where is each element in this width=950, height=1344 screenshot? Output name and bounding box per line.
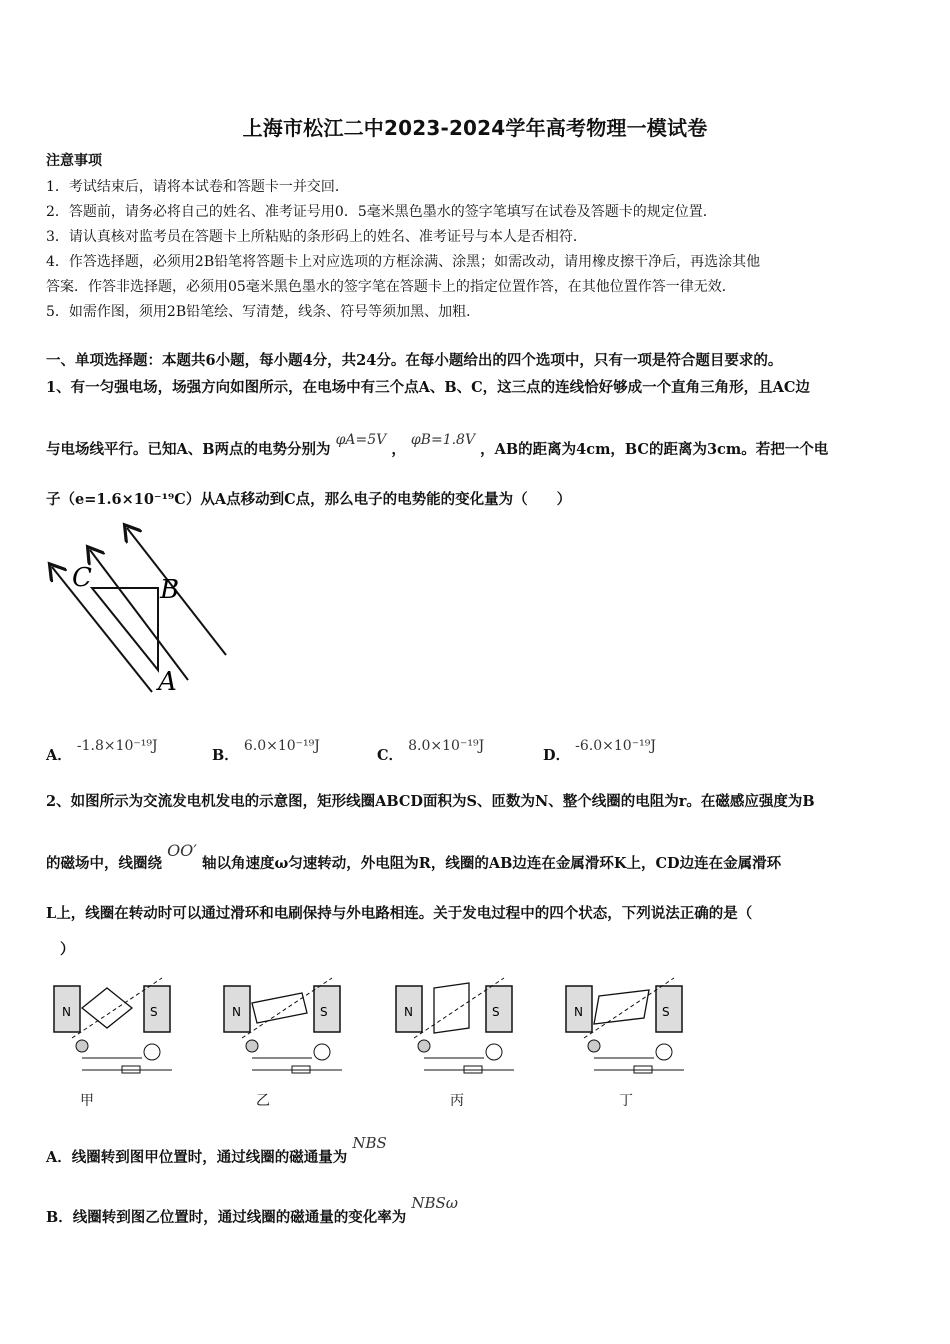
- field-line: [90, 550, 188, 680]
- q2-stem-line2b: 轴以角速度ω匀速转动，外电阻为R，线圈的AB边连在金属滑环K上，CD边连在金属滑环: [202, 855, 782, 872]
- q2-stem-line1: 2、如图所示为交流发电机发电的示意图，矩形线圈ABCD面积为S、匝数为N、整个线圈的电阻为r。在磁感应强度为B: [46, 793, 815, 810]
- option-a[interactable]: [46, 738, 158, 765]
- svg-text:S: S: [320, 1005, 328, 1019]
- generator-figures: [46, 968, 866, 1088]
- svg-text:N: N: [62, 1005, 71, 1019]
- option-letter: B．: [212, 747, 239, 764]
- note-item: 4．作答选择题，必须用2B铅笔将答题卡上对应选项的方框涂满、涂黑；如需改动，请用橡皮擦干净后，再选涂其他: [46, 254, 761, 270]
- option-text: A．线圈转到图甲位置时，通过线圈的磁通量为: [46, 1149, 348, 1166]
- generator-figure-2: [224, 978, 342, 1073]
- electric-field-figure: [40, 522, 240, 702]
- field-line: [52, 567, 152, 692]
- point-c-label: C: [72, 563, 92, 593]
- svg-text:S: S: [150, 1005, 158, 1019]
- point-b-label: B: [160, 575, 180, 605]
- option-value: -1.8×10⁻¹⁹J: [76, 738, 158, 754]
- q1-stem-line3: 子（e=1.6×10⁻¹⁹C）从A点移动到C点，那么电子的电势能的变化量为（ ）: [46, 491, 572, 508]
- q2-stem-line3: L上，线圈在转动时可以通过滑环和电刷保持与外电路相连。关于发电过程中的四个状态，下列说法正确的是（: [46, 905, 753, 922]
- generator-figure-1: [54, 978, 172, 1073]
- option-formula: NBS: [352, 1134, 387, 1152]
- option-letter: A．: [46, 747, 72, 764]
- q1-stem-line2b: ，AB的距离为4cm，BC的距离为3cm。若把一个电: [480, 441, 829, 458]
- note-item: 1．考试结束后，请将本试卷和答题卡一并交回．: [46, 179, 349, 195]
- option-formula: NBSω: [411, 1194, 458, 1212]
- page-title: 上海市松江二中2023-2024学年高考物理一模试卷: [242, 116, 708, 140]
- generator-figure-3: [396, 978, 514, 1073]
- option-value: -6.0×10⁻¹⁹J: [575, 738, 656, 754]
- axis-formula: OO′: [167, 841, 197, 860]
- option-value: 8.0×10⁻¹⁹J: [408, 738, 485, 754]
- notes-heading: 注意事项: [46, 153, 102, 169]
- generator-figure-4: [566, 978, 684, 1073]
- q2-stem-line4: ）: [60, 941, 75, 958]
- option-letter: C．: [377, 747, 404, 764]
- figure-label: 丙: [450, 1093, 464, 1109]
- option-c[interactable]: [377, 738, 485, 765]
- figure-label: 丁: [619, 1093, 633, 1109]
- phi-a-formula: φA=5V: [335, 432, 387, 448]
- phi-b-formula: φB=1.8V: [410, 432, 476, 448]
- figure-label: 甲: [80, 1093, 94, 1109]
- section-heading: 一、单项选择题：本题共6小题，每小题4分，共24分。在每小题给出的四个选项中，只有一项是符合题目要求的。: [46, 352, 783, 369]
- note-item: 2．答题前，请务必将自己的姓名、准考证号用0．5毫米黑色墨水的签字笔填写在试卷及答题卡的规定位置．: [46, 204, 717, 220]
- svg-text:S: S: [662, 1005, 670, 1019]
- svg-text:N: N: [574, 1005, 583, 1019]
- q1-sep: ，: [391, 441, 406, 458]
- option-b[interactable]: [212, 738, 320, 765]
- svg-text:N: N: [232, 1005, 241, 1019]
- q2-stem-line2: [46, 841, 782, 873]
- option-b[interactable]: [46, 1194, 458, 1227]
- point-a-label: A: [158, 667, 177, 697]
- q1-stem-line2: [46, 432, 829, 459]
- note-item: 3．请认真核对监考员在答题卡上所粘贴的条形码上的姓名、准考证号与本人是否相符．: [46, 229, 587, 245]
- q2-stem-line2a: 的磁场中，线圈绕: [46, 855, 162, 872]
- svg-text:S: S: [492, 1005, 500, 1019]
- q1-stem-line2a: 与电场线平行。已知A、B两点的电势分别为: [46, 441, 331, 458]
- option-value: 6.0×10⁻¹⁹J: [243, 738, 320, 754]
- option-d[interactable]: [543, 738, 656, 765]
- option-letter: D．: [543, 747, 571, 764]
- q1-stem-line1: 1、有一匀强电场，场强方向如图所示，在电场中有三个点A、B、C，这三点的连线恰好够成一个直角三角形，且AC边: [46, 379, 810, 396]
- option-a[interactable]: [46, 1134, 387, 1167]
- figure-label: 乙: [256, 1093, 270, 1109]
- note-item: 5．如需作图，须用2B铅笔绘、写清楚，线条、符号等须加黑、加粗．: [46, 304, 481, 320]
- option-text: B．线圈转到图乙位置时，通过线圈的磁通量的变化率为: [46, 1209, 407, 1226]
- svg-text:N: N: [404, 1005, 413, 1019]
- note-item: 答案．作答非选择题，必须用05毫米黑色墨水的签字笔在答题卡上的指定位置作答，在其他位置作答一律无效．: [46, 279, 736, 295]
